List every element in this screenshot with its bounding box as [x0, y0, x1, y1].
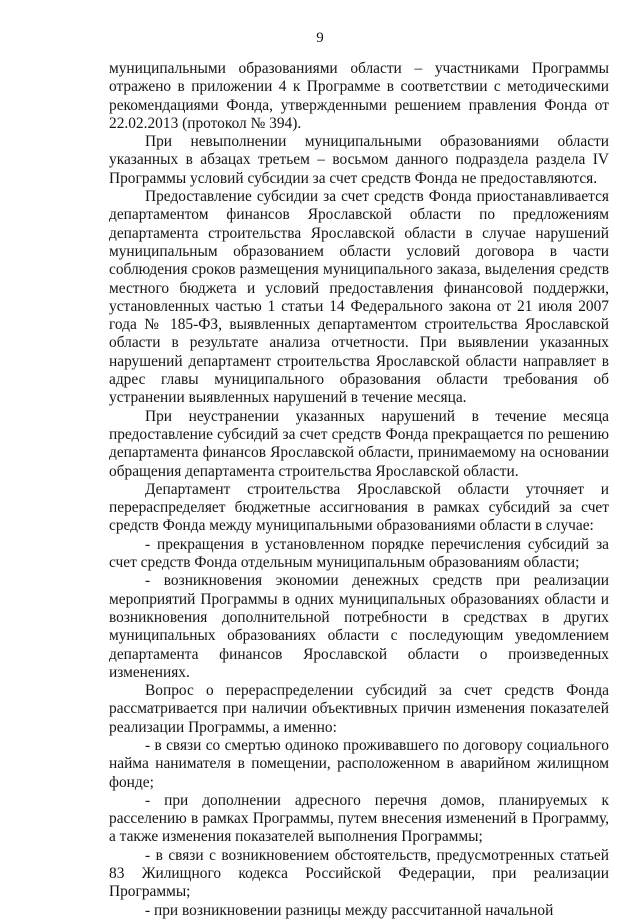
page-number: 9: [316, 30, 324, 46]
list-item-death-of-tenant: - в связи со смертью одиноко проживавшего по договору социального найма нанимателя в помещении, расположенном в аварийном жилищном фонде;: [109, 736, 609, 791]
paragraph-programme-report: муниципальными образованиями области – участниками Программы отражено в приложении 4 к Программе в соответствии с методическими рекомендациями Фонда, утвержденными решением правления Фонда от 22.02.2013 (протокол № 394).: [109, 60, 609, 132]
list-item-savings: - возникновения экономии денежных средств при реализации мероприятий Программы в одних муниципальных образованиях области и возникновения дополнительной потребности в средствах в других муниципальных образованиях области с последующим уведомлением департамента финансов Ярославской области о произведенных изменениях.: [109, 572, 609, 681]
list-item-price-difference: - при возникновении разницы между рассчитанной начальной: [145, 901, 554, 919]
list-item-termination: - прекращения в установленном порядке перечисления субсидий за счет средств Фонда отдельным муниципальным образованиям области;: [109, 535, 609, 572]
paragraph-reallocation-intro: Департамент строительства Ярославской области уточняет и перераспределяет бюджетные ассигнования в рамках субсидий за счет средств Фонда между муниципальными образованиями области в случае:: [109, 480, 609, 535]
list-item-housing-code: - в связи с возникновением обстоятельств, предусмотренных статьей 83 Жилищного кодекса Российской Федерации, при реализации Программы;: [109, 846, 609, 901]
paragraph-subsidy-suspension: Предоставление субсидии за счет средств Фонда приостанавливается департаментом финансов Ярославской области по предложениям департамента строительства Ярославской области в случае нарушений муниципальным образованием области условий договора в части соблюдения сроков размещения муниципального заказа, выделения средств местного бюджета и условий предоставления финансовой поддержки, установленных частью 1 статьи 14 Федерального закона от 21 июля 2007 года № 185-ФЗ, выявленных департаментом строительства Ярославской области в результате анализа отчетности. При выявлении указанных нарушений департамент строительства Ярославской области направляет в адрес главы муниципального образования области требования об устранении выявленных нарушений в течение месяца.: [109, 188, 609, 407]
paragraph-subsidy-not-provided: При невыполнении муниципальными образованиями области указанных в абзацах третьем – восьмом данного подраздела раздела IV Программы условий субсидии за счет средств Фонда не предоставляются.: [109, 133, 609, 187]
document-body: [109, 60, 609, 920]
paragraph-subsidy-termination: При неустранении указанных нарушений в течение месяца предоставление субсидий за счет средств Фонда прекращается по решению департамента финансов Ярославской области, принимаемому на основании обращения департамента строительства Ярославской области.: [109, 407, 609, 480]
paragraph-reallocation-reasons: Вопрос о перераспределении субсидий за счет средств Фонда рассматривается при наличии объективных причин изменения показателей реализации Программы, а именно:: [109, 682, 609, 736]
list-item-address-list: - при дополнении адресного перечня домов, планируемых к расселению в рамках Программы, путем внесения изменений в Программу, а также изменения показателей выполнения Программы;: [109, 791, 609, 846]
